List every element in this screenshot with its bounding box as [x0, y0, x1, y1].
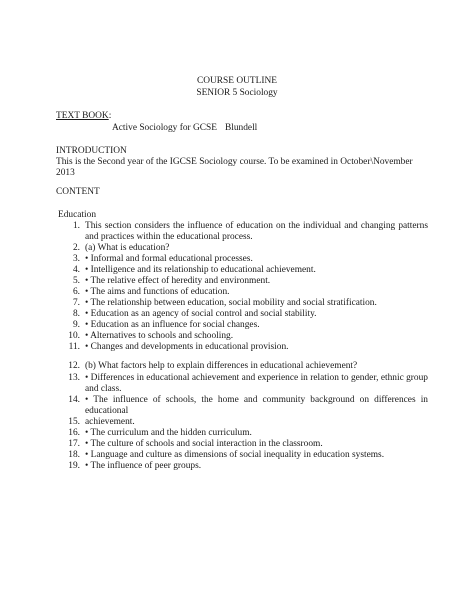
- list-item-text: • The influence of peer groups.: [85, 461, 202, 471]
- list-item-text: • Education as an agency of social control and social stability.: [85, 309, 317, 319]
- list-item-text: • The relative effect of heredity and environment.: [85, 276, 271, 286]
- list-item-text: This section considers the influence of education on the individual and changing patterns: [85, 221, 428, 231]
- list-item-number: 15.: [68, 417, 80, 427]
- textbook-author: Blundell: [225, 123, 258, 133]
- list-item-text: • Differences in educational achievement and experience in relation to gender, ethnic group: [85, 373, 428, 383]
- list-item-text: • Alternatives to schools and schooling.: [85, 331, 234, 341]
- list-item-number: 7.: [72, 298, 80, 308]
- intro-heading: INTRODUCTION: [56, 146, 127, 156]
- list-item-number: 18.: [68, 450, 80, 460]
- list-item-number: 4.: [72, 265, 80, 275]
- list-item-number: 1.: [72, 221, 80, 231]
- textbook-heading: [56, 111, 111, 123]
- document-title: COURSE OUTLINE: [197, 76, 277, 86]
- list-item-number: 11.: [68, 342, 80, 352]
- list-item-number: 19.: [68, 461, 80, 471]
- list-item-text: • The relationship between education, social mobility and social stratification.: [85, 298, 377, 308]
- list-item-text: • Education as an influence for social changes.: [85, 320, 260, 330]
- list-item-number: 8.: [72, 309, 80, 319]
- list-item-text: (a) What is education?: [85, 243, 170, 253]
- list-item-text: • Intelligence and its relationship to educational achievement.: [85, 265, 316, 275]
- list-item-number: 13.: [68, 373, 80, 383]
- content-heading: CONTENT: [56, 187, 100, 197]
- textbook-label: TEXT BOOK: [56, 111, 109, 121]
- list-item-number: 6.: [72, 287, 80, 297]
- list-item-text: • The aims and functions of education.: [85, 287, 230, 297]
- list-item-number: 12.: [68, 361, 80, 371]
- list-item-text: achievement.: [85, 417, 135, 427]
- list-item-number: 9.: [72, 320, 80, 330]
- list-item-number: 16.: [68, 428, 80, 438]
- list-item-text: • The culture of schools and social interaction in the classroom.: [85, 439, 323, 449]
- list-item-text: (b) What factors help to explain differences in educational achievement?: [85, 361, 358, 371]
- intro-line-2: 2013: [56, 168, 75, 178]
- textbook-title: Active Sociology for GCSE: [112, 123, 217, 133]
- list-item-number: 14.: [68, 395, 80, 405]
- list-item-number: 10.: [68, 331, 80, 341]
- list-item-text: educational: [85, 406, 129, 416]
- list-item-number: 5.: [72, 276, 80, 286]
- list-item-number: 17.: [68, 439, 80, 449]
- document-subtitle: SENIOR 5 Sociology: [196, 88, 278, 98]
- list-item-number: 2.: [72, 243, 80, 253]
- list-item-number: 3.: [72, 254, 80, 264]
- list-item-text: and class.: [85, 384, 122, 394]
- section-heading-education: Education: [58, 210, 97, 220]
- list-item-text: • Changes and developments in educational provision.: [85, 342, 289, 352]
- list-item-text: • Language and culture as dimensions of social inequality in education systems.: [85, 450, 385, 460]
- textbook-colon: :: [108, 111, 112, 121]
- intro-line-1: This is the Second year of the IGCSE Sociology course. To be examined in October\November: [56, 157, 413, 167]
- list-item-text: • Informal and formal educational processes.: [85, 254, 253, 264]
- list-item-text: • The influence of schools, the home and community background on differences in: [85, 395, 428, 405]
- list-item-text: • The curriculum and the hidden curriculum.: [85, 428, 252, 438]
- list-item-text: and practices within the educational process.: [85, 232, 253, 242]
